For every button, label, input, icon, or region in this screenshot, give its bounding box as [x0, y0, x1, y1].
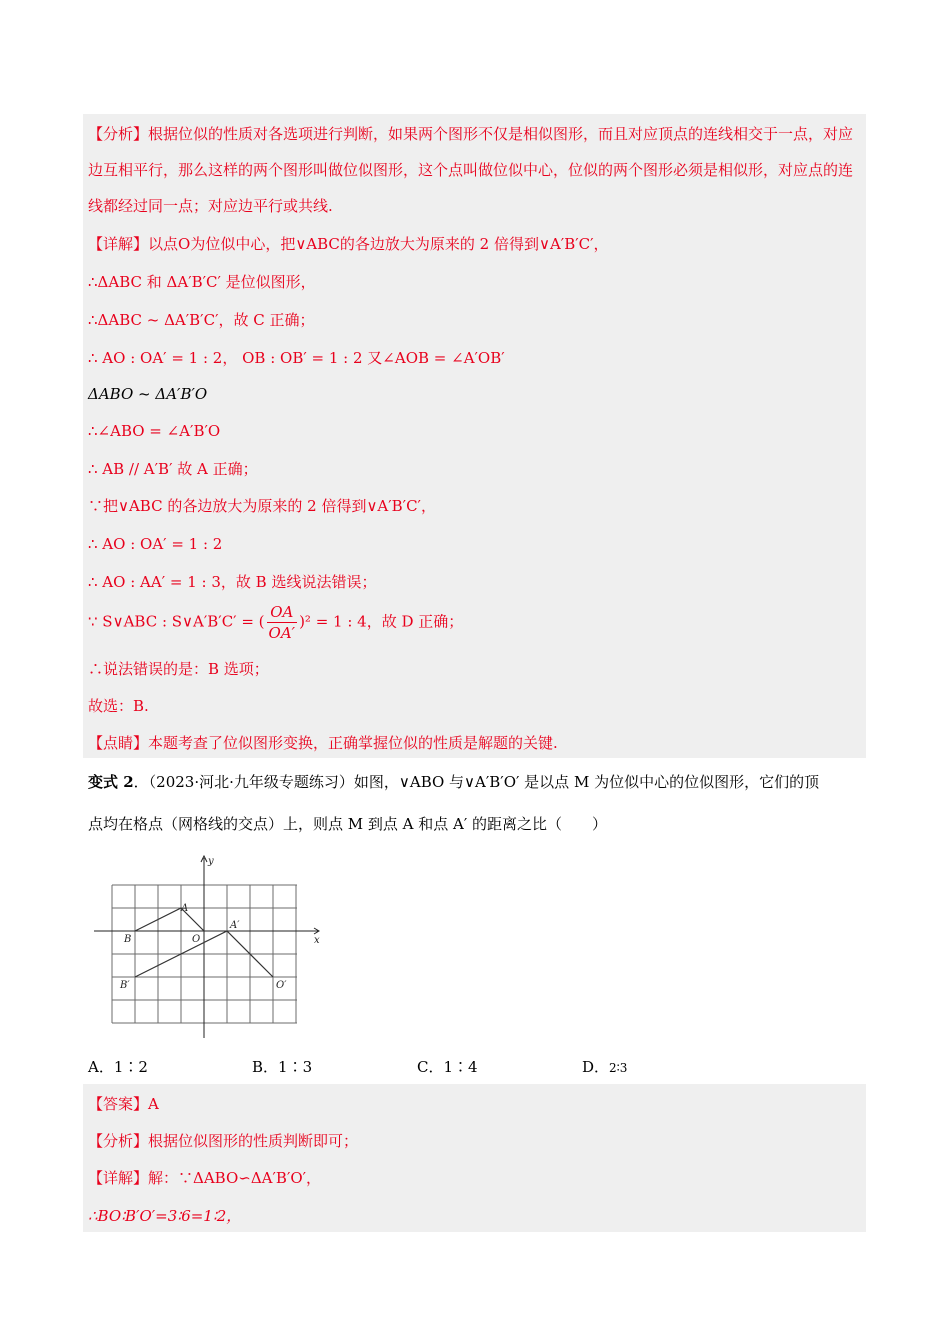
- axes: [94, 856, 319, 1038]
- point-b-label: B: [124, 934, 132, 945]
- detail-line-3: ∴ΔABC ~ ΔA′B′C′，故 C 正确；: [88, 311, 315, 329]
- grid-figure: [92, 850, 332, 1040]
- question2-label: 变式 2: [88, 773, 134, 791]
- point-o-label: O: [192, 934, 201, 945]
- detail-line-8: ∵把∨ABC 的各边放大为原来的 2 倍得到∨A′B′C′，: [88, 497, 436, 515]
- option-a-letter: A．: [88, 1058, 114, 1076]
- detail-line-6: ∴∠ABO = ∠A′B′O: [88, 422, 221, 440]
- fraction-numerator: OA: [267, 602, 298, 623]
- option-d-letter: D．: [582, 1058, 610, 1076]
- question2-line-1: [88, 772, 819, 792]
- detail2-line: [88, 1168, 321, 1188]
- detail-line-10: ∴ AO : AA′ = 1 : 3，故 B 选线说法错误；: [88, 573, 377, 591]
- detail-line-4: ∴ AO : OA′ = 1 : 2， OB : OB′ = 1 : 2 又∠AOB = ∠A′OB′: [88, 349, 505, 367]
- question2-text-1: ．（2023·河北·九年级专题练习）如图，∨ABO 与∨A′B′O′ 是以点 M 为位似中心的位似图形，它们的顶: [133, 773, 820, 791]
- point-a-label: A: [181, 903, 189, 914]
- detail-line-7: ∴ AB // A′B′ 故 A 正确；: [88, 460, 258, 478]
- option-c-text: 1∶4: [443, 1058, 478, 1076]
- analysis2-label: 【分析】: [88, 1132, 149, 1150]
- ratio-line: ∴BO∶B′O′=3∶6=1∶2，: [88, 1207, 242, 1225]
- detail2-label: 【详解】: [88, 1169, 149, 1187]
- triangle-abo: [135, 908, 204, 931]
- comment-text: 本题考查了位似图形变换，正确掌握位似的性质是解题的关键.: [148, 734, 558, 752]
- area-ratio-prefix: ∵ S∨ABC : S∨A′B′C′ = (: [88, 612, 265, 631]
- detail-line-1: [88, 234, 609, 254]
- option-a[interactable]: [88, 1056, 148, 1077]
- area-ratio-suffix: )² = 1 : 4，故 D 正确；: [299, 612, 464, 631]
- analysis2-line: [88, 1131, 358, 1151]
- detail-line-13: 故选：B.: [88, 697, 149, 715]
- point-b2-label: B′: [120, 980, 130, 991]
- axis-y-label: y: [208, 856, 214, 867]
- fraction: [267, 602, 298, 643]
- axis-x-label: x: [314, 935, 320, 946]
- analysis-paragraph: [88, 116, 863, 224]
- answer-line: 【答案】A: [88, 1095, 159, 1113]
- detail-line-11: [88, 602, 463, 643]
- detail-line-9: ∴ AO : OA′ = 1 : 2: [88, 535, 223, 553]
- option-d[interactable]: [582, 1056, 627, 1077]
- detail-text-1: 以点O为位似中心，把∨ABC的各边放大为原来的 2 倍得到∨A′B′C′，: [148, 235, 609, 253]
- point-a2-label: A′: [230, 920, 240, 931]
- analysis-label: 【分析】: [88, 125, 149, 143]
- comment-label: 【点睛】: [88, 734, 149, 752]
- option-c[interactable]: [417, 1056, 478, 1077]
- option-a-text: 1∶2: [113, 1058, 148, 1076]
- option-b[interactable]: [252, 1056, 312, 1077]
- detail-line-5: ΔABO ~ ΔA′B′O: [88, 385, 208, 403]
- option-b-text: 1∶3: [278, 1058, 313, 1076]
- question2-line-2: 点均在格点（网格线的交点）上，则点 M 到点 A 和点 A′ 的距离之比（ ）: [88, 815, 608, 833]
- detail-label: 【详解】: [88, 235, 149, 253]
- analysis2-text: 根据位似图形的性质判断即可；: [148, 1132, 359, 1150]
- detail2-text: 解：∵ΔABO∽ΔA′B′O′，: [148, 1169, 322, 1187]
- option-c-letter: C．: [417, 1058, 444, 1076]
- option-b-letter: B．: [252, 1058, 279, 1076]
- detail-line-2: ∴ΔABC 和 ΔA′B′C′ 是位似图形，: [88, 273, 316, 291]
- option-d-text: 2∶3: [609, 1061, 628, 1075]
- fraction-denominator: OA′: [268, 624, 296, 642]
- point-o2-label: O′: [276, 980, 287, 991]
- detail-line-12: ∴说法错误的是：B 选项；: [88, 660, 269, 678]
- comment-line: [88, 733, 558, 753]
- analysis-text: 根据位似的性质对各选项进行判断，如果两个图形不仅是相似图形，而且对应顶点的连线相交于一点，对应边互相平行，那么这样的两个图形叫做位似图形，这个点叫做位似中心，位似的两个图形必须是相似形，对应点的连线都经过同一点；对应边平行或共线.: [88, 125, 854, 215]
